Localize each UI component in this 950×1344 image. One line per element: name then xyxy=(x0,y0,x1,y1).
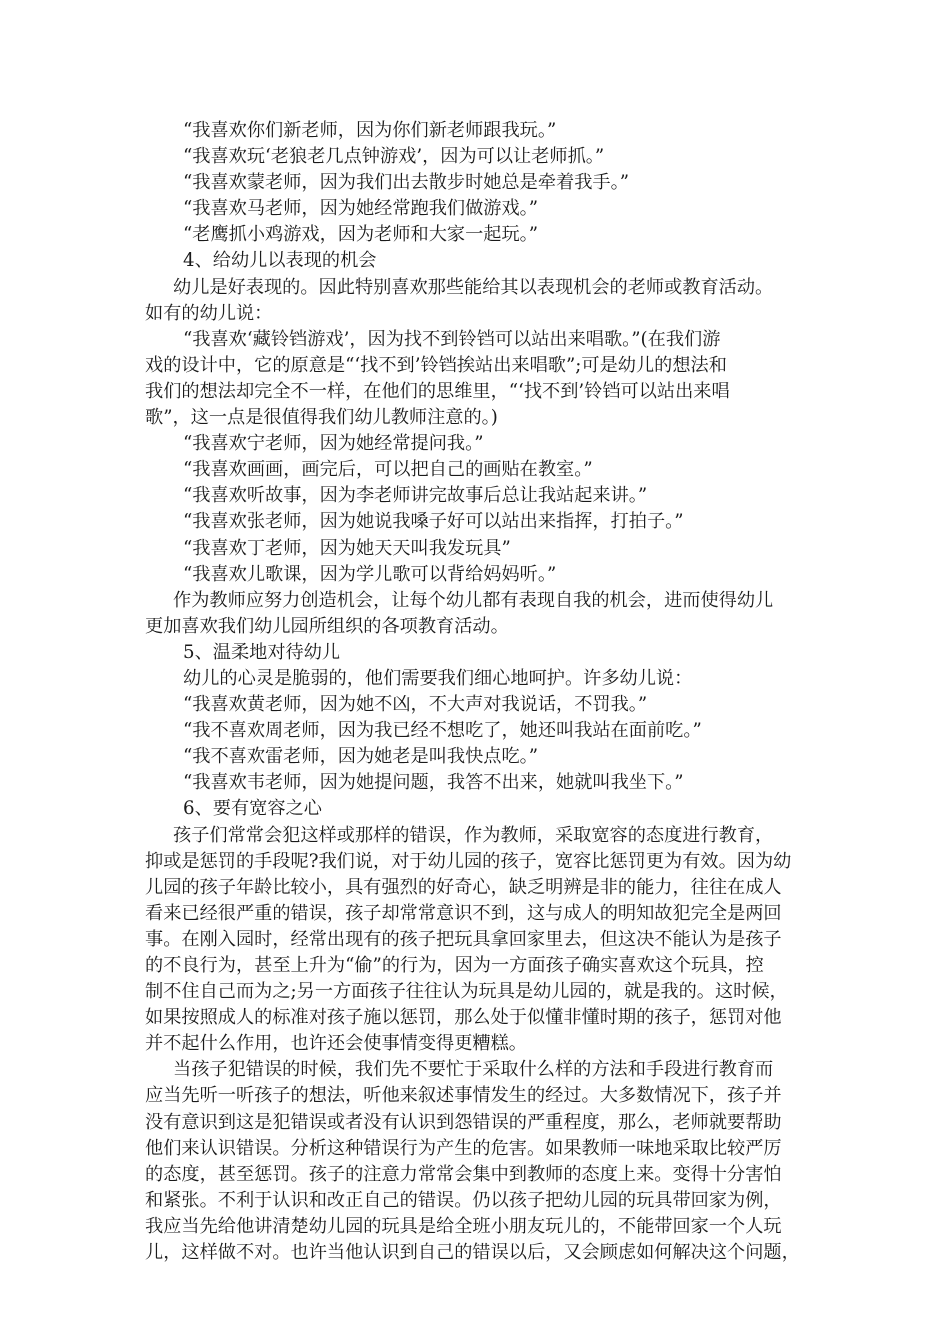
text-line: “我喜欢‘藏铃铛游戏’，因为找不到铃铛可以站出来唱歌。”(在我们游 xyxy=(183,328,721,350)
text-line: “我喜欢听故事，因为李老师讲完故事后总让我站起来讲。” xyxy=(183,485,648,507)
text-line: 的态度，甚至惩罚。孩子的注意力常常会集中到教师的态度上来。变得十分害怕 xyxy=(145,1163,782,1185)
text-line: 和紧张。不利于认识和改正自己的错误。仍以孩子把幼儿园的玩具带回家为例， xyxy=(145,1189,782,1211)
text-line: “我喜欢黄老师，因为她不凶，不大声对我说话，不罚我。” xyxy=(183,694,648,716)
text-line: 幼儿是好表现的。因此特别喜欢那些能给其以表现机会的老师或教育活动。 xyxy=(173,276,774,298)
document-page xyxy=(145,118,810,1266)
text-line: 没有意识到这是犯错误或者没有认识到怨错误的严重程度，那么，老师就要帮助 xyxy=(145,1111,782,1133)
text-line: 我应当先给他讲清楚幼儿园的玩具是给全班小朋友玩儿的，不能带回家一个人玩 xyxy=(145,1215,782,1237)
text-line: 当孩子犯错误的时候，我们先不要忙于采取什么样的方法和手段进行教育而 xyxy=(173,1059,774,1081)
text-line: “我喜欢宁老师，因为她经常提问我。” xyxy=(183,433,484,455)
text-line: “我喜欢儿歌课，因为学儿歌可以背给妈妈听。” xyxy=(183,563,557,585)
text-line: 如果按照成人的标准对孩子施以惩罚，那么处于似懂非懂时期的孩子，惩罚对他 xyxy=(145,1007,782,1029)
text-line: 事。在刚入园时，经常出现有的孩子把玩具拿回家里去，但这决不能认为是孩子 xyxy=(145,928,782,950)
text-line: 幼儿的心灵是脆弱的，他们需要我们细心地呵护。许多幼儿说： xyxy=(183,667,693,689)
text-line: 制不住自己而为之;另一方面孩子往往认为玩具是幼儿园的，就是我的。这时候， xyxy=(145,981,788,1003)
text-line: “我喜欢张老师，因为她说我嗓子好可以站出来指挥，打拍子。” xyxy=(183,511,684,533)
text-line: 的不良行为，甚至上升为“偷”的行为，因为一方面孩子确实喜欢这个玩具，控 xyxy=(145,955,764,976)
text-line: 作为教师应努力创造机会，让每个幼儿都有表现自我的机会，进而使得幼儿 xyxy=(173,589,774,611)
text-line: 更加喜欢我们幼儿园所组织的各项教育活动。 xyxy=(145,615,509,637)
text-line: 看来已经很严重的错误，孩子却常常意识不到，这与成人的明知故犯完全是两回 xyxy=(145,902,782,924)
text-line: “我喜欢韦老师，因为她提问题，我答不出来，她就叫我坐下。” xyxy=(183,772,684,794)
text-line: “我喜欢马老师，因为她经常跑我们做游戏。” xyxy=(183,198,539,220)
text-line: 应当先听一听孩子的想法，听他来叙述事情发生的经过。大多数情况下，孩子并 xyxy=(145,1085,782,1107)
text-line: “我喜欢丁老师，因为她天天叫我发玩具” xyxy=(183,537,511,559)
text-line: 4、给幼儿以表现的机会 xyxy=(183,250,377,272)
text-line: 我们的想法却完全不一样，在他们的思维里，“‘找不到’铃铛可以站出来唱 xyxy=(145,380,730,402)
text-line: 他们来认识错误。分析这种错误行为产生的危害。如果教师一味地采取比较严厉 xyxy=(145,1137,782,1159)
text-line: “我不喜欢周老师，因为我已经不想吃了，她还叫我站在面前吃。” xyxy=(183,720,702,742)
text-line: 并不起什么作用，也许还会使事情变得更糟糕。 xyxy=(145,1033,527,1055)
text-line: 歌”，这一点是很值得我们幼儿教师注意的。) xyxy=(145,407,498,429)
text-line: 抑或是惩罚的手段呢?我们说，对于幼儿园的孩子，宽容比惩罚更为有效。因为幼 xyxy=(145,850,792,872)
text-line: “我喜欢画画，画完后，可以把自己的画贴在教室。” xyxy=(183,459,593,481)
text-line: 儿，这样做不对。也许当他认识到自己的错误以后，又会顾虑如何解决这个问题， xyxy=(145,1242,800,1264)
text-line: “我喜欢你们新老师，因为你们新老师跟我玩。” xyxy=(183,120,557,141)
text-line: “我喜欢蒙老师，因为我们出去散步时她总是牵着我手。” xyxy=(183,172,629,194)
text-line: 戏的设计中，它的原意是“‘找不到’铃铛挨站出来唱歌”;可是幼儿的想法和 xyxy=(145,354,727,376)
text-line: 如有的幼儿说： xyxy=(145,302,273,324)
text-line: “老鹰抓小鸡游戏，因为老师和大家一起玩。” xyxy=(183,224,539,246)
text-line: “我喜欢玩‘老狼老几点钟游戏’，因为可以让老师抓。” xyxy=(183,146,605,168)
text-line: 孩子们常常会犯这样或那样的错误，作为教师，采取宽容的态度进行教育， xyxy=(173,824,774,846)
text-line: 儿园的孩子年龄比较小，具有强烈的好奇心，缺乏明辨是非的能力，往往在成人 xyxy=(145,876,782,898)
text-line: 5、温柔地对待幼儿 xyxy=(183,641,341,663)
text-line: “我不喜欢雷老师，因为她老是叫我快点吃。” xyxy=(183,746,539,768)
text-line: 6、要有宽容之心 xyxy=(183,798,322,820)
